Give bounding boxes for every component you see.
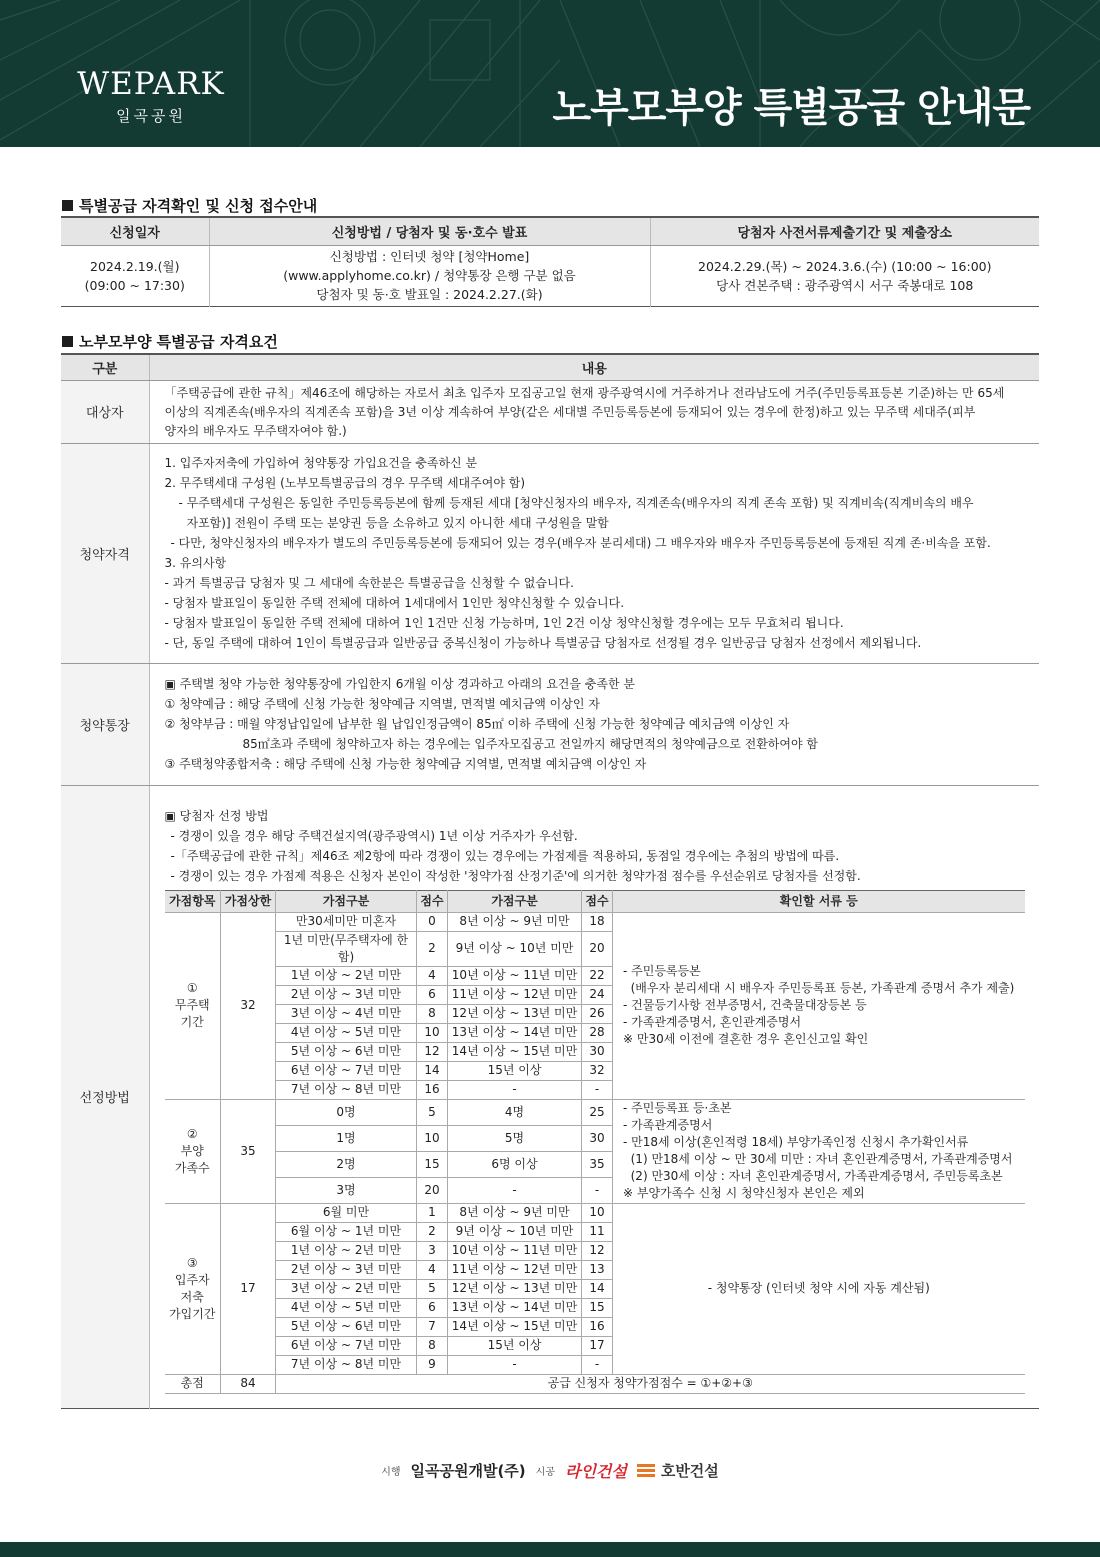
docs-line: 당사 견본주택 : 광주광역시 서구 죽봉대로 108 [716, 277, 974, 293]
score-condition: 6월 미만 [276, 1203, 417, 1222]
text-line: - 경쟁이 있을 경우 해당 주택건설지역(광주광역시) 1년 이상 거주자가 우선함. [170, 828, 578, 843]
header-method: 신청방법 / 당첨자 및 동·호수 발표 [209, 217, 650, 245]
score-condition: 만30세미만 미혼자 [276, 912, 417, 931]
score-condition: 5년 이상 ~ 6년 미만 [276, 1042, 417, 1061]
score-condition: 15년 이상 [448, 1336, 582, 1355]
docs-line: (2) 만30세 이상 : 자녀 혼인관계증명서, 가족관계증명서, 주민등록초본 [623, 1169, 1003, 1183]
score-condition: 7년 이상 ~ 8년 미만 [276, 1080, 417, 1099]
builder-prefix: 시공 [535, 1467, 555, 1478]
header-category: 구분 [61, 354, 149, 380]
score-points: 14 [417, 1061, 448, 1080]
score-condition: 6년 이상 ~ 7년 미만 [276, 1061, 417, 1080]
score-points: 4 [417, 966, 448, 985]
docs-line: - 청약통장 (인터넷 청약 시에 자동 계산됨) [707, 1281, 930, 1295]
text-line: - 경쟁이 있는 경우 가점제 적용은 신청자 본인이 작성한 '청약가점 산정기준'에 의거한 청약가점 점수를 우선순위로 당첨자를 선정함. [170, 868, 861, 883]
hoban-icon [637, 1464, 655, 1478]
score-max: 32 [221, 912, 276, 1099]
section-title-application [62, 195, 317, 216]
score-header: 가점구분 [448, 890, 582, 912]
score-condition: - [448, 1177, 582, 1203]
text-line: ③ 주택청약종합저축 : 해당 주택에 신청 가능한 청약예금 지역별, 면적별 예치금액 이상인 자 [164, 757, 647, 771]
score-header: 점수 [582, 890, 613, 912]
score-condition: 6월 이상 ~ 1년 미만 [276, 1222, 417, 1241]
score-condition: 11년 이상 ~ 12년 미만 [448, 1260, 582, 1279]
score-points: 15 [417, 1151, 448, 1177]
score-condition: 2년 이상 ~ 3년 미만 [276, 985, 417, 1004]
score-points: 8 [417, 1336, 448, 1355]
score-points: 10 [582, 1203, 613, 1222]
score-points: - [582, 1355, 613, 1374]
score-header: 가점상한 [221, 890, 276, 912]
score-condition: 15년 이상 [448, 1061, 582, 1080]
score-condition: 9년 이상 ~ 10년 미만 [448, 931, 582, 966]
score-condition: - [448, 1355, 582, 1374]
time-line: (09:00 ~ 17:30) [84, 277, 185, 293]
score-points: 3 [417, 1241, 448, 1260]
docs-line: - 가족관계증명서 [623, 1118, 713, 1132]
score-condition: 5년 이상 ~ 6년 미만 [276, 1317, 417, 1336]
score-item-line: 무주택 [174, 998, 210, 1012]
score-points: 5 [417, 1099, 448, 1125]
text-line: - 무주택세대 구성원은 동일한 주민등록등본에 함께 등재된 세대 [청약신청자의 배우자, 직계존속(배우자의 직계 존속 포함) 및 직계비속(직계비속의 배우 [178, 496, 974, 510]
score-condition: 10년 이상 ~ 11년 미만 [448, 966, 582, 985]
score-points: 5 [417, 1279, 448, 1298]
content-qualification [149, 443, 1039, 663]
text-line: - 다만, 청약신청자의 배우자가 별도의 주민등록등본에 등재되어 있는 경우(배우자 분리세대) 그 배우자와 배우자 주민등록등본에 등재된 직계 존·비속을 포함. [170, 536, 991, 550]
score-header: 가점항목 [165, 890, 221, 912]
label-qualification: 청약자격 [61, 443, 149, 663]
score-points: 16 [582, 1317, 613, 1336]
score-points: 30 [582, 1042, 613, 1061]
header-date: 신청일자 [61, 217, 209, 245]
score-condition: 14년 이상 ~ 15년 미만 [448, 1317, 582, 1336]
content-target [149, 380, 1039, 443]
docs-line: - 건물등기사항 전부증명서, 건축물대장등본 등 [623, 998, 867, 1012]
score-item-line: ③ [186, 1255, 198, 1270]
score-points: 12 [417, 1042, 448, 1061]
score-points: 35 [582, 1151, 613, 1177]
score-item [165, 1099, 221, 1203]
docs-line: (배우자 분리세대 시 배우자 주민등록표 등본, 가족관계 증명서 추가 제출) [623, 981, 1015, 995]
cell-docs [650, 245, 1039, 306]
score-condition: 13년 이상 ~ 14년 미만 [448, 1298, 582, 1317]
text-line: - 당첨자 발표일이 동일한 주택 전체에 대하여 1인 1건만 신청 가능하며, 1인 2건 이상 청약신청할 경우에는 모두 무효처리 됩니다. [164, 616, 844, 630]
docs-line: (1) 만18세 이상 ~ 만 30세 미만 : 자녀 혼인관계증명서, 가족관계증명서 [623, 1152, 1013, 1166]
text-line: 2. 무주택세대 구성원 (노부모특별공급의 경우 무주택 세대주여야 함) [164, 476, 526, 490]
builder2-logo [637, 1460, 719, 1481]
method-line: (www.applyhome.co.kr) / 청약통장 은행 구분 없음 [283, 268, 576, 283]
score-item-line: 부양 [180, 1143, 204, 1158]
text-line: 이상의 직계존속(배우자의 직계존속 포함)을 3년 이상 계속하여 부양(같은 세대별 주민등록등본에 등재되어 있는 경우에 한정)하고 있는 무주택 세대주(피부 [164, 405, 976, 419]
text-line: 양자의 배우자도 무주택자여야 함.) [164, 424, 347, 438]
score-points: 11 [582, 1222, 613, 1241]
score-condition: 3년 이상 ~ 4년 미만 [276, 1004, 417, 1023]
developer-prefix: 시행 [381, 1467, 401, 1478]
score-points: 32 [582, 1061, 613, 1080]
content-account [149, 663, 1039, 785]
builder2-name: 호반건설 [660, 1462, 719, 1480]
score-points: 6 [417, 985, 448, 1004]
score-condition: 12년 이상 ~ 13년 미만 [448, 1279, 582, 1298]
application-info-table [61, 216, 1039, 307]
content-selection [149, 785, 1039, 1408]
score-condition: 11년 이상 ~ 12년 미만 [448, 985, 582, 1004]
bottom-bar [0, 1542, 1100, 1557]
header-content: 내용 [149, 354, 1039, 380]
score-item [165, 912, 221, 1099]
section-title-text: 특별공급 자격확인 및 신청 접수안내 [79, 197, 318, 215]
score-header: 점수 [417, 890, 448, 912]
score-points: 7 [417, 1317, 448, 1336]
score-condition: 3년 이상 ~ 2년 미만 [276, 1279, 417, 1298]
score-max: 17 [221, 1203, 276, 1374]
score-condition: 3명 [276, 1177, 417, 1203]
header-docs: 당첨자 사전서류제출기간 및 제출장소 [650, 217, 1039, 245]
total-formula: 공급 신청자 청약가점점수 = ①+②+③ [276, 1374, 1025, 1393]
text-line: -「주택공급에 관한 규칙」제46조 제2항에 따라 경쟁이 있는 경우에는 가점제를 적용하되, 동점일 경우에는 추첨의 방법에 따름. [170, 848, 840, 863]
label-account: 청약통장 [61, 663, 149, 785]
score-condition: 7년 이상 ~ 8년 미만 [276, 1355, 417, 1374]
logo-wordmark: WEPARK [77, 66, 225, 102]
score-condition: 8년 이상 ~ 9년 미만 [448, 912, 582, 931]
score-docs [613, 1203, 1025, 1374]
score-row [165, 1203, 1025, 1222]
text-line: 「주택공급에 관한 규칙」제46조에 해당하는 자로서 최초 입주자 모집공고일 현재 광주광역시에 거주하거나 전라남도에 거주(주민등록표등본 기준)하는 만 65세 [164, 386, 1005, 400]
score-header: 확인할 서류 등 [613, 890, 1025, 912]
score-condition: 4명 [448, 1099, 582, 1125]
docs-line: - 만18세 이상(혼인적령 18세) 부양가족인정 신청시 추가확인서류 [623, 1135, 969, 1149]
score-condition: 0명 [276, 1099, 417, 1125]
docs-line: ※ 부양가족수 신청 시 청약신청자 본인은 제외 [623, 1186, 865, 1200]
score-points: 6 [417, 1298, 448, 1317]
score-condition: 10년 이상 ~ 11년 미만 [448, 1241, 582, 1260]
score-condition: 1년 이상 ~ 2년 미만 [276, 966, 417, 985]
score-condition: 5명 [448, 1125, 582, 1151]
score-item-line: ① [186, 981, 198, 995]
method-line: 당첨자 및 동·호 발표일 : 2024.2.27.(화) [316, 287, 543, 302]
footer [0, 1459, 1100, 1482]
builder1-logo: 라인건설 [565, 1462, 627, 1481]
text-line: 1. 입주자저축에 가입하여 청약통장 가입요건을 충족하신 분 [164, 456, 478, 470]
score-points: 22 [582, 966, 613, 985]
score-condition: 12년 이상 ~ 13년 미만 [448, 1004, 582, 1023]
text-line: - 과거 특별공급 당첨자 및 그 세대에 속한분은 특별공급을 신청할 수 없습니다. [164, 576, 574, 590]
square-bullet-icon [62, 200, 73, 211]
score-condition: 6명 이상 [448, 1151, 582, 1177]
section-title-requirements [62, 331, 278, 352]
score-points: 26 [582, 1004, 613, 1023]
score-item-line: 저축 [180, 1289, 204, 1304]
score-points: 20 [417, 1177, 448, 1203]
score-points: 14 [582, 1279, 613, 1298]
score-points: 10 [417, 1125, 448, 1151]
square-bullet-icon [62, 336, 73, 347]
score-condition: 4년 이상 ~ 5년 미만 [276, 1023, 417, 1042]
score-condition: 13년 이상 ~ 14년 미만 [448, 1023, 582, 1042]
score-points: 18 [582, 912, 613, 931]
score-points: 8 [417, 1004, 448, 1023]
score-points: 2 [417, 1222, 448, 1241]
score-item-line: 입주자 [174, 1272, 210, 1287]
score-table-body [165, 912, 1025, 1374]
score-points: 30 [582, 1125, 613, 1151]
score-item-line: 가족수 [174, 1160, 210, 1175]
score-condition: 1년 이상 ~ 2년 미만 [276, 1241, 417, 1260]
score-docs [613, 912, 1025, 1099]
score-table [165, 890, 1025, 1394]
score-points: 17 [582, 1336, 613, 1355]
score-condition: 6년 이상 ~ 7년 미만 [276, 1336, 417, 1355]
score-header: 가점구분 [276, 890, 417, 912]
score-condition: 2명 [276, 1151, 417, 1177]
text-line: ▣ 당첨자 선정 방법 [164, 808, 269, 823]
score-condition: 4년 이상 ~ 5년 미만 [276, 1298, 417, 1317]
total-label: 총점 [165, 1374, 221, 1393]
score-points: 20 [582, 931, 613, 966]
score-points: 0 [417, 912, 448, 931]
text-line: ① 청약예금 : 해당 주택에 신청 가능한 청약예금 지역별, 면적별 예치금액 이상인 자 [164, 697, 600, 711]
score-condition: - [448, 1080, 582, 1099]
score-item-line: 기간 [180, 1015, 204, 1029]
text-line: - 당첨자 발표일이 동일한 주택 전체에 대하여 1세대에서 1인만 청약신청할 수 있습니다. [164, 596, 625, 610]
score-item [165, 1203, 221, 1374]
requirements-table [61, 353, 1039, 1409]
score-condition: 2년 이상 ~ 3년 미만 [276, 1260, 417, 1279]
docs-line: - 가족관계증명서, 혼인관계증명서 [623, 1015, 802, 1029]
text-line: ▣ 주택별 청약 가능한 청약통장에 가입한지 6개월 이상 경과하고 아래의 요건을 충족한 분 [164, 677, 635, 691]
score-docs [613, 1099, 1025, 1203]
docs-line: - 주민등록표 등·초본 [623, 1101, 732, 1115]
cell-date [61, 245, 209, 306]
score-points: 10 [417, 1023, 448, 1042]
cell-method [209, 245, 650, 306]
score-condition: 14년 이상 ~ 15년 미만 [448, 1042, 582, 1061]
score-points: - [582, 1080, 613, 1099]
docs-line: ※ 만30세 이전에 결혼한 경우 혼인신고일 확인 [623, 1032, 869, 1046]
score-points: 15 [582, 1298, 613, 1317]
score-points: - [582, 1177, 613, 1203]
score-condition: 8년 이상 ~ 9년 미만 [448, 1203, 582, 1222]
text-line: 3. 유의사항 [164, 556, 227, 570]
score-points: 12 [582, 1241, 613, 1260]
total-value: 84 [221, 1374, 276, 1393]
score-row [165, 912, 1025, 931]
developer-name: 일곡공원개발(주) [410, 1462, 526, 1480]
score-points: 25 [582, 1099, 613, 1125]
date-line: 2024.2.19.(월) [90, 258, 180, 274]
logo-subtitle: 일곡공원 [116, 107, 186, 125]
docs-line: 2024.2.29.(목) ~ 2024.3.6.(수) (10:00 ~ 16:00) [698, 258, 992, 274]
text-line: 자포함)] 전원이 주택 또는 분양권 등을 소유하고 있지 아니한 세대 구성원을 말함 [186, 516, 609, 530]
section-title-text: 노부모부양 특별공급 자격요건 [79, 333, 278, 351]
docs-line: - 주민등록등본 [623, 964, 701, 978]
score-max: 35 [221, 1099, 276, 1203]
score-points: 24 [582, 985, 613, 1004]
score-points: 1 [417, 1203, 448, 1222]
label-selection: 선정방법 [61, 785, 149, 1408]
score-points: 28 [582, 1023, 613, 1042]
score-points: 16 [417, 1080, 448, 1099]
text-line: - 단, 동일 주택에 대하여 1인이 특별공급과 일반공급 중복신청이 가능하나 특별공급 당첨자로 선정될 경우 일반공급 당첨자 선정에서 제외됩니다. [164, 636, 922, 650]
text-line: ② 청약부금 : 매월 약정납입일에 납부한 월 납입인정금액이 85㎡ 이하 주택에 신청 가능한 청약예금 예치금액 이상인 자 [164, 717, 790, 731]
score-item-line: ② [186, 1126, 198, 1141]
score-points: 2 [417, 931, 448, 966]
header-banner [0, 0, 1100, 147]
method-line: 신청방법 : 인터넷 청약 [청약Home] [329, 249, 530, 264]
score-condition: 1명 [276, 1125, 417, 1151]
score-condition: 9년 이상 ~ 10년 미만 [448, 1222, 582, 1241]
score-points: 9 [417, 1355, 448, 1374]
text-line: 85㎡초과 주택에 청약하고자 하는 경우에는 입주자모집공고 전일까지 해당면적의 청약예금으로 전환하여야 함 [242, 737, 818, 751]
wepark-logo [64, 66, 238, 126]
score-points: 13 [582, 1260, 613, 1279]
score-condition: 1년 미만(무주택자에 한함) [276, 931, 417, 966]
label-target: 대상자 [61, 380, 149, 443]
score-row [165, 1099, 1025, 1125]
page-title: 노부모부양 특별공급 안내문 [552, 85, 1030, 131]
score-points: 4 [417, 1260, 448, 1279]
score-item-line: 가입기간 [169, 1306, 216, 1321]
